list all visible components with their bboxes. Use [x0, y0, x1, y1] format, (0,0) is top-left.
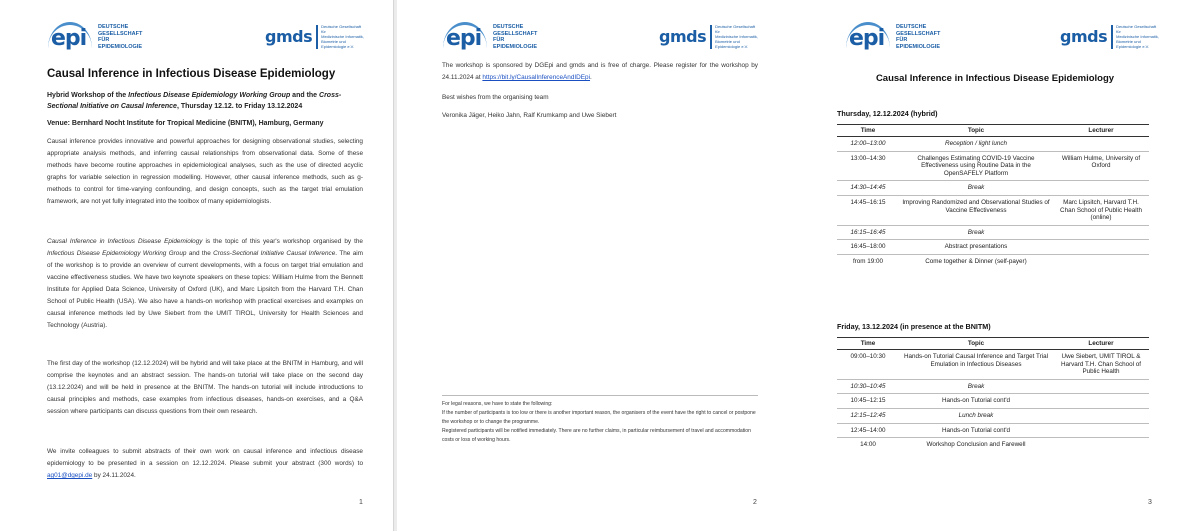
cell-topic: Hands-on Tutorial Causal Inference and Target Trial Emulation in Infectious Diseases: [899, 350, 1053, 380]
registration-link[interactable]: https://bit.ly/CausalInferenceAndIDEpi: [482, 74, 591, 81]
cell-lecturer: [1053, 254, 1149, 268]
cell-topic: Hands-on Tutorial cont'd: [899, 394, 1053, 409]
cell-time: 14:45–16:15: [837, 195, 899, 225]
table-row: [837, 438, 1149, 452]
page-number: 3: [1148, 499, 1152, 506]
cell-lecturer: [1053, 137, 1149, 152]
day1-schedule-table: [837, 124, 1149, 269]
cell-lecturer: [1053, 423, 1149, 438]
gmds-org-name: Deutsche Gesellschaft für Medizinische Informatik, Biometrie und Epidemiologie e.V.: [1116, 24, 1160, 49]
table-row: [837, 137, 1149, 152]
cell-topic: Abstract presentations: [899, 240, 1053, 255]
epi-logo: [846, 22, 948, 52]
cell-lecturer: [1053, 438, 1149, 452]
table-row: [837, 379, 1149, 394]
email-link[interactable]: ag01@dgepi.de: [47, 472, 93, 480]
epi-org-name: DEUTSCHE GESELLSCHAFT FÜR EPIDEMIOLOGIE: [896, 24, 941, 50]
page-2: [397, 0, 791, 531]
table-header-row: [837, 338, 1149, 350]
cell-topic: Lunch break: [899, 408, 1053, 423]
column-header-time: Time: [837, 125, 899, 137]
schedule-paragraph: The first day of the workshop (12.12.2024) will be hybrid and will take place at the BNITM in Hamburg, and will comprise the keynotes and an abstract session. The hands-on tutorial will take place on the second day (13.12.2024) and will be held in presence at the BNITM. The hands-on tutorial will include introductions to causal principles and methods, case examples from infectious diseases, hands-on exercises, and a Q&A session where participants can discuss questions from their own research.: [47, 360, 363, 416]
table-header-row: [837, 125, 1149, 137]
cell-topic: Workshop Conclusion and Farewell: [926, 441, 1026, 449]
cell-topic: Challenges Estimating COVID-19 Vaccine Effectiveness using Routine Data in the OpenSAFELY Platform: [899, 151, 1053, 181]
cell-lecturer: [1053, 225, 1149, 240]
table-row: [837, 408, 1149, 423]
cell-topic: Reception / light lunch: [899, 137, 1053, 152]
column-header-topic: Topic: [899, 338, 1053, 350]
organisers: Veronika Jäger, Heiko Jahn, Ralf Krumkamp and Uwe Siebert: [442, 112, 617, 119]
gmds-logo: gmds Deutsche Gesellschaft für Medizinische Informatik, Biometrie und Epidemiologie e.V.: [265, 24, 365, 49]
cell-lecturer: Marc Lipsitch, Harvard T.H. Chan School of Public Health (online): [1053, 195, 1149, 225]
cell-topic: Break: [899, 225, 1053, 240]
cell-time: 14:00: [860, 441, 876, 449]
gmds-org-name: Deutsche Gesellschaft für Medizinische Informatik, Biometrie und Epidemiologie e.V.: [321, 24, 365, 49]
cell-time: from 19:00: [852, 257, 884, 265]
cell-lecturer: Uwe Siebert, UMIT TIROL & Harvard T.H. Chan School of Public Health: [1053, 350, 1149, 380]
cell-time: 16:45–18:00: [837, 240, 899, 255]
sponsor-paragraph: The workshop is sponsored by DGEpi and gmds and is free of charge. Please register for the workshop by 24.11.2024 at https://bit.ly/CausalInferenceAndIDEpi.: [442, 62, 758, 81]
page-title: Causal Inference in Infectious Disease Epidemiology: [47, 68, 336, 80]
table-row: [837, 423, 1149, 438]
column-header-lecturer: Lecturer: [1053, 125, 1149, 137]
table-row: [837, 254, 1149, 268]
table-row: [837, 181, 1149, 196]
day2-schedule-table: [837, 337, 1149, 452]
cell-time: 10:45–12:15: [837, 394, 899, 409]
epi-org-name: DEUTSCHE GESELLSCHAFT FÜR EPIDEMIOLOGIE: [98, 24, 143, 50]
cell-time: 12:15–12:45: [837, 408, 899, 423]
gmds-logo: gmds Deutsche Gesellschaft für Medizinische Informatik, Biometrie und Epidemiologie e.V.: [1060, 24, 1160, 49]
table-row: [837, 350, 1149, 380]
cell-topic: Improving Randomized and Observational Studies of Vaccine Effectiveness: [899, 195, 1053, 225]
cell-lecturer: [1053, 240, 1149, 255]
page-3: [790, 0, 1200, 531]
workshop-subtitle: Hybrid Workshop of the Infectious Disease Epidemiology Working Group and the Cross-Sectional Initiative on Causal Inference, Thursday 12.12. to Friday 13.12.2024: [47, 92, 342, 110]
cell-lecturer: [1053, 181, 1149, 196]
table-row: [837, 151, 1149, 181]
greeting: Best wishes from the organising team: [442, 94, 549, 101]
column-header-lecturer: Lecturer: [1053, 338, 1149, 350]
topic-paragraph: Causal Inference in Infectious Disease Epidemiology is the topic of this year's workshop organised by the Infectious Disease Epidemiology Working Group and the Cross-Sectional Initiative Causal Inference. The aim of the workshop is to provide an overview of current developments, with a focus on target trial emulation and vaccine effectiveness studies. We have two keynote speakers on these topics: William Hulme from the Bennett Institute for Applied Data Science, University of Oxford (UK), and Marc Lipsitch from the Harvard T.H. Chan School of Public Health (USA). We also have a hands-on workshop with practical exercises and examples on causal inference methods led by Uwe Siebert from the UMIT TIROL, University for Health Sciences and Technology (Austria).: [47, 238, 363, 330]
day2-heading: Friday, 13.12.2024 (in presence at the BNITM): [837, 322, 991, 331]
cell-time: 16:15–16:45: [837, 225, 899, 240]
column-header-topic: Topic: [899, 125, 1053, 137]
cell-time: 12:45–14:00: [837, 423, 899, 438]
cell-lecturer: [1053, 379, 1149, 394]
column-header-time: Time: [837, 338, 899, 350]
table-row: [837, 195, 1149, 225]
venue: Venue: Bernhard Nocht Institute for Tropical Medicine (BNITM), Hamburg, Germany: [47, 120, 324, 127]
epi-mark-icon: epi: [48, 22, 94, 52]
cell-topic: Come together & Dinner (self-payer): [925, 257, 1027, 265]
abstract-paragraph: We invite colleagues to submit abstracts of their own work on causal inference and infectious disease epidemiology to be presented in a session on 12.12.2024. Please submit your abstract (300 words) to ag01@dgepi.de by 24.11.2024.: [47, 448, 363, 480]
cell-lecturer: [1053, 394, 1149, 409]
table-row: [837, 240, 1149, 255]
program-title: Causal Inference in Infectious Disease Epidemiology: [875, 73, 1115, 84]
table-row: [837, 394, 1149, 409]
cell-time: 13:00–14:30: [837, 151, 899, 181]
cell-topic: Break: [899, 379, 1053, 394]
cell-time: 10:30–10:45: [837, 379, 899, 394]
footnote-separator: [442, 395, 758, 396]
cell-lecturer: [1053, 408, 1149, 423]
gmds-org-name: Deutsche Gesellschaft für Medizinische Informatik, Biometrie und Epidemiologie e.V.: [715, 24, 759, 49]
day1-heading: Thursday, 12.12.2024 (hybrid): [837, 109, 938, 118]
cell-time: 14:30–14:45: [837, 181, 899, 196]
epi-logo: [443, 22, 545, 52]
cell-topic: Hands-on Tutorial cont'd: [899, 423, 1053, 438]
page-number: 1: [359, 499, 363, 506]
page-1: [0, 0, 394, 531]
intro-paragraph: Causal inference provides innovative and powerful approaches for designing observational studies, selecting appropriate analysis methods, and inferring causal relationships from observational data. Some of these methods have become routine approaches in epidemiological analyses, such as the use of directed acyclic graphs for variable selection in regression modelling. However, other causal inference methods, such as g-methods to control for time-varying confounding, and design concepts, such as the target trial emulation framework, are not yet fully integrated into the toolbox of many epidemiologists.: [47, 138, 363, 206]
epi-mark-icon: epi: [846, 22, 892, 52]
cell-time: 09:00–10:30: [837, 350, 899, 380]
cell-time: 12:00–13:00: [837, 137, 899, 152]
table-row: [837, 225, 1149, 240]
page-number: 2: [753, 499, 757, 506]
cell-lecturer: William Hulme, University of Oxford: [1053, 151, 1149, 181]
epi-logo: [48, 22, 150, 52]
cell-topic: Break: [899, 181, 1053, 196]
epi-mark-icon: epi: [443, 22, 489, 52]
gmds-logo: gmds Deutsche Gesellschaft für Medizinische Informatik, Biometrie und Epidemiologie e.V.: [659, 24, 759, 49]
epi-org-name: DEUTSCHE GESELLSCHAFT FÜR EPIDEMIOLOGIE: [493, 24, 538, 50]
legal-notice: For legal reasons, we have to state the following: If the number of participants is too low or there is another important reason, the organisers of the event have the right to cancel or postpone the workshop or to change the programme. Registered participants will be notified immediately. There are no further claims, in particular reimbursement of travel and accommodation costs or loss of working hours.: [442, 401, 756, 443]
